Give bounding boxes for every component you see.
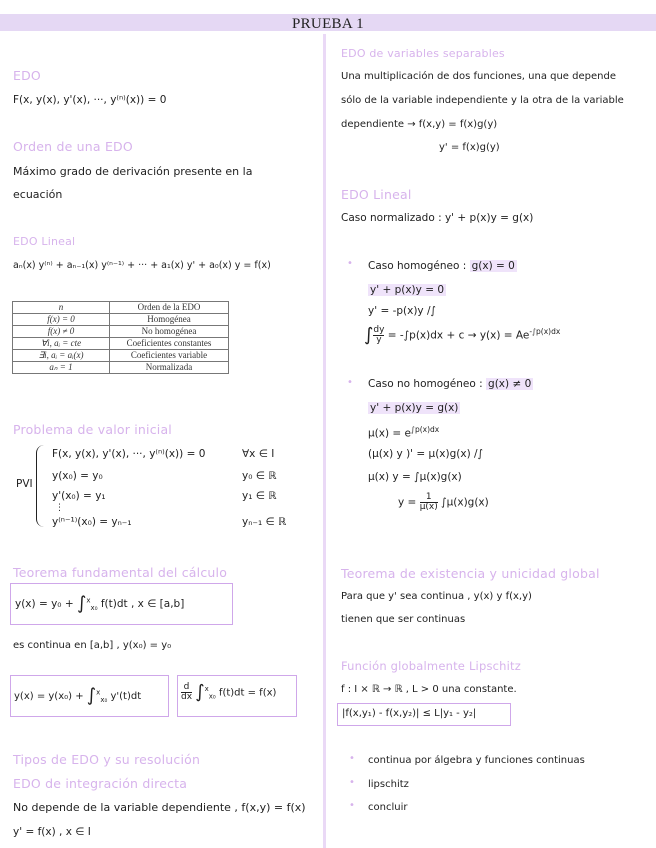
- list-item: lipschitz: [368, 779, 409, 790]
- homogeneo-step1-text: y' + p(x)y = 0: [370, 284, 445, 296]
- caso-normalizado: Caso normalizado : y' + p(x)y = g(x): [341, 212, 534, 224]
- tfc-formula-2-rhs: y'(t)dt: [110, 691, 142, 702]
- homogeneo-step3-rest: = -∫p(x)dx + c → y(x) = Ae: [384, 329, 530, 342]
- caso-nohomogeneo-label: Caso no homogéneo :: [368, 378, 487, 390]
- tfc-note: es continua en [a,b] , y(x₀) = y₀: [13, 640, 172, 651]
- separables-line4: y' = f(x)g(y): [439, 142, 500, 153]
- tfc-formula-box-2: [10, 675, 169, 717]
- pvi-row-2: y'(x₀) = y₁: [52, 490, 106, 502]
- homogeneo-exponent: -∫p(x)dx: [529, 327, 561, 336]
- fraction-denominator: dx: [181, 692, 193, 702]
- tfc2-lower-limit: x₀: [100, 696, 108, 704]
- orden-text-line1: Máximo grado de derivación presente en la: [13, 165, 253, 178]
- nohomogeneo-step3: (μ(x) y )' = μ(x)g(x) /∫: [368, 448, 484, 460]
- bullet-icon: •: [349, 777, 355, 788]
- integral-icon: ∫: [77, 593, 87, 614]
- lipschitz-heading: Función globalmente Lipschitz: [341, 659, 521, 673]
- tfc-formula-1: [15, 595, 184, 613]
- list-item: continua por álgebra y funciones continuas: [368, 755, 585, 766]
- nohomogeneo-step5: [398, 493, 489, 512]
- table-cell: Coeficientes variable: [110, 350, 229, 362]
- lipschitz-inequality: |f(x,y₁) - f(x,y₂)| ≤ L|y₁ - y₂|: [342, 708, 477, 719]
- table-cell: f(x) = 0: [13, 314, 110, 326]
- separables-line2: sólo de la variable independiente y la otra de la variable: [341, 95, 624, 106]
- nohomogeneo-step1: [368, 402, 460, 414]
- lipschitz-box: [337, 703, 511, 726]
- pvi-cond-0: ∀x ∈ I: [242, 448, 275, 460]
- tipos-subheading: EDO de integración directa: [13, 776, 188, 791]
- fraction-numerator: d: [181, 683, 192, 693]
- edo-table: [12, 301, 229, 374]
- tipos-heading: Tipos de EDO y su resolución: [13, 752, 201, 767]
- nohomogeneo-step1-text: y' + p(x)y = g(x): [370, 402, 459, 414]
- separables-heading: EDO de variables separables: [341, 47, 505, 60]
- pvi-heading: Problema de valor inicial: [13, 422, 172, 437]
- pvi-row-3: y⁽ⁿ⁻¹⁾(x₀) = yₙ₋₁: [52, 516, 132, 528]
- existencia-line2: tienen que ser continuas: [341, 614, 466, 625]
- existencia-heading: Teorema de existencia y unicidad global: [341, 566, 600, 581]
- tfc-formula-1-rhs: f(t)dt , x ∈ [a,b]: [100, 598, 185, 610]
- tfc3-upper-limit: x: [204, 685, 209, 694]
- caso-homogeneo-title: [368, 260, 517, 272]
- table-cell: Normalizada: [110, 362, 229, 374]
- tfc-upper-limit: x: [86, 596, 91, 605]
- caso-homogeneo-condition: g(x) = 0: [471, 260, 515, 272]
- table-cell: Homogénea: [110, 314, 229, 326]
- nohomogeneo-step5-lhs: y =: [398, 496, 420, 509]
- edo-heading: EDO: [13, 68, 41, 83]
- table-header-n: n: [13, 302, 110, 314]
- tfc-lower-limit: x₀: [90, 604, 98, 613]
- tfc-formula-box: [10, 583, 233, 625]
- tfc-formula-3-rhs: f(t)dt = f(x): [218, 687, 277, 699]
- existencia-line1: Para que y' sea continua , y(x) y f(x,y): [341, 591, 532, 602]
- table-row: [13, 350, 229, 362]
- tfc-formula-box-3: [177, 675, 297, 717]
- table-cell: No homogénea: [110, 326, 229, 338]
- nohomogeneo-step5-rhs: ∫μ(x)g(x): [441, 496, 489, 509]
- tfc-formula-3: [181, 683, 276, 702]
- tfc3-lower-limit: x₀: [208, 692, 216, 701]
- tfc-heading: Teorema fundamental del cálculo: [13, 565, 228, 580]
- table-row: [13, 362, 229, 374]
- list-item: concluir: [368, 802, 408, 813]
- table-row: [13, 338, 229, 350]
- mu-definition: μ(x) = e: [368, 427, 412, 440]
- pvi-vdots: ⋮: [55, 503, 64, 513]
- table-cell: f(x) ≠ 0: [13, 326, 110, 338]
- fraction-denominator: y: [376, 335, 382, 345]
- tipos-text-line2: y' = f(x) , x ∈ I: [13, 826, 91, 838]
- orden-heading: Orden de una EDO: [13, 139, 133, 154]
- fraction-denominator: μ(x): [419, 502, 438, 512]
- fraction-numerator: 1: [420, 493, 438, 503]
- homogeneo-step2: y' = -p(x)y /∫: [368, 305, 436, 317]
- caso-nohomogeneo-title: [368, 378, 533, 390]
- pvi-label: PVI: [16, 478, 33, 490]
- fraction-numerator: dy: [373, 325, 385, 335]
- table-header-orden: Orden de la EDO: [110, 302, 229, 314]
- lipschitz-line1: f : I × ℝ → ℝ , L > 0 una constante.: [341, 684, 517, 695]
- bullet-icon: •: [347, 377, 353, 388]
- bullet-icon: •: [349, 753, 355, 764]
- separables-line1: Una multiplicación de dos funciones, una que depende: [341, 71, 616, 82]
- homogeneo-step1: [368, 284, 446, 296]
- table-cell: Coeficientes constantes: [110, 338, 229, 350]
- nohomogeneo-step4: μ(x) y = ∫μ(x)g(x): [368, 471, 462, 483]
- integral-icon: ∫: [364, 324, 374, 346]
- integral-icon: ∫: [195, 681, 205, 703]
- edo-formula: F(x, y(x), y'(x), ···, y⁽ⁿ⁾(x)) = 0: [13, 94, 167, 106]
- integral-icon: ∫: [86, 685, 97, 706]
- table-row: [13, 326, 229, 338]
- dy-over-y-fraction: [373, 326, 384, 345]
- caso-nohomogeneo-condition: g(x) ≠ 0: [488, 378, 532, 390]
- derivative-fraction: [181, 683, 192, 702]
- caso-homogeneo-label: Caso homogéneo :: [368, 260, 470, 272]
- tipos-text-line1: No depende de la variable dependiente , f(x,y) = f(x): [13, 801, 306, 814]
- table-cell: aₙ = 1: [13, 362, 110, 374]
- orden-text-line2: ecuación: [13, 188, 63, 201]
- nohomogeneo-step2: [368, 425, 439, 440]
- table-row: [13, 314, 229, 326]
- table-cell: ∀i, aᵢ = cte: [13, 338, 110, 350]
- homogeneo-step3: [364, 326, 560, 345]
- tfc-formula-2: [14, 687, 141, 705]
- lineal-heading: EDO Lineal: [13, 235, 76, 248]
- pvi-cond-3: yₙ₋₁ ∈ ℝ: [242, 516, 287, 528]
- separables-line3: dependiente → f(x,y) = f(x)g(y): [341, 119, 498, 130]
- column-divider: [323, 34, 326, 848]
- pvi-brace: [36, 445, 47, 527]
- pvi-row-0: F(x, y(x), y'(x), ···, y⁽ⁿ⁾(x)) = 0: [52, 448, 206, 460]
- pvi-cond-1: y₀ ∈ ℝ: [242, 470, 277, 482]
- tfc-formula-1-lhs: y(x) = y₀ +: [15, 598, 77, 610]
- bullet-icon: •: [349, 800, 355, 811]
- tfc-formula-2-lhs: y(x) = y(x₀) +: [14, 691, 87, 702]
- tfc2-upper-limit: x: [96, 688, 101, 697]
- mu-exponent: ∫p(x)dx: [411, 425, 440, 434]
- bullet-icon: •: [347, 258, 353, 269]
- table-header-row: [13, 302, 229, 314]
- pvi-row-1: y(x₀) = y₀: [52, 470, 103, 482]
- page-title: PRUEBA 1: [291, 16, 364, 32]
- table-cell: ∃i, aᵢ = aᵢ(x): [13, 350, 110, 362]
- one-over-mu-fraction: [420, 493, 438, 512]
- lineal-right-heading: EDO Lineal: [341, 187, 412, 202]
- pvi-cond-2: y₁ ∈ ℝ: [242, 490, 277, 502]
- lineal-formula: aₙ(x) y⁽ⁿ⁾ + aₙ₋₁(x) y⁽ⁿ⁻¹⁾ + ··· + a₁(x) y' + a₀(x) y = f(x): [13, 260, 271, 271]
